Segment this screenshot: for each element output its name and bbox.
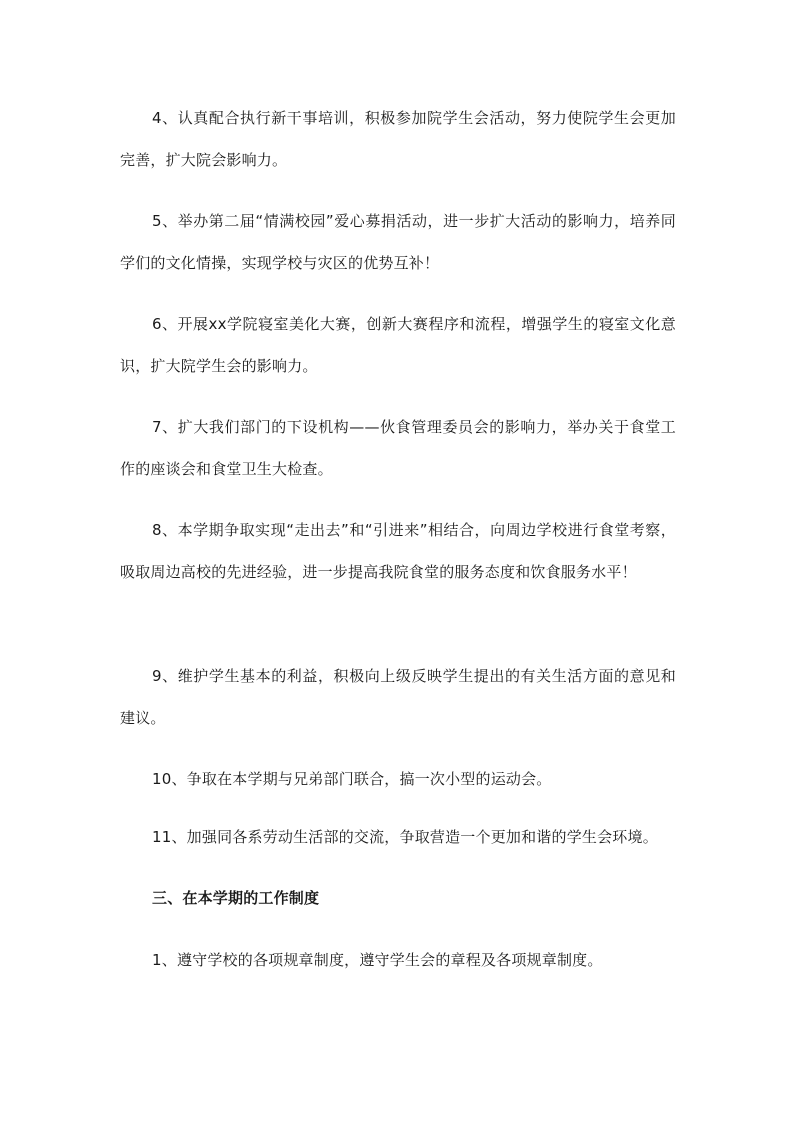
paragraph-item-6: 6、开展xx学院寝室美化大赛，创新大赛程序和流程，增强学生的寝室文化意识，扩大院学生会的影响力。: [120, 315, 676, 375]
paragraph-item-8: 8、本学期争取实现“走出去”和“引进来”相结合，向周边学校进行食堂考察，吸取周边高校的先进经验，进一步提高我院食堂的服务态度和饮食服务水平！: [120, 521, 676, 581]
paragraph-item-11: 11、加强同各系劳动生活部的交流，争取营造一个更加和谐的学生会环境。: [152, 828, 658, 846]
paragraph-rule-1: 1、遵守学校的各项规章制度，遵守学生会的章程及各项规章制度。: [152, 951, 603, 969]
paragraph-item-4: 4、认真配合执行新干事培训，积极参加院学生会活动，努力使院学生会更加完善，扩大院会影响力。: [120, 109, 676, 169]
paragraph-item-9: 9、维护学生基本的利益，积极向上级反映学生提出的有关生活方面的意见和建议。: [120, 667, 676, 727]
paragraph-item-5: 5、举办第二届“情满校园”爱心募捐活动，进一步扩大活动的影响力，培养同学们的文化情操，实现学校与灾区的优势互补！: [120, 212, 676, 272]
section-heading: 三、在本学期的工作制度: [152, 889, 320, 907]
paragraph-item-10: 10、争取在本学期与兄弟部门联合，搞一次小型的运动会。: [152, 770, 552, 788]
paragraph-item-7: 7、扩大我们部门的下设机构——伙食管理委员会的影响力，举办关于食堂工作的座谈会和食堂卫生大检查。: [120, 418, 676, 478]
